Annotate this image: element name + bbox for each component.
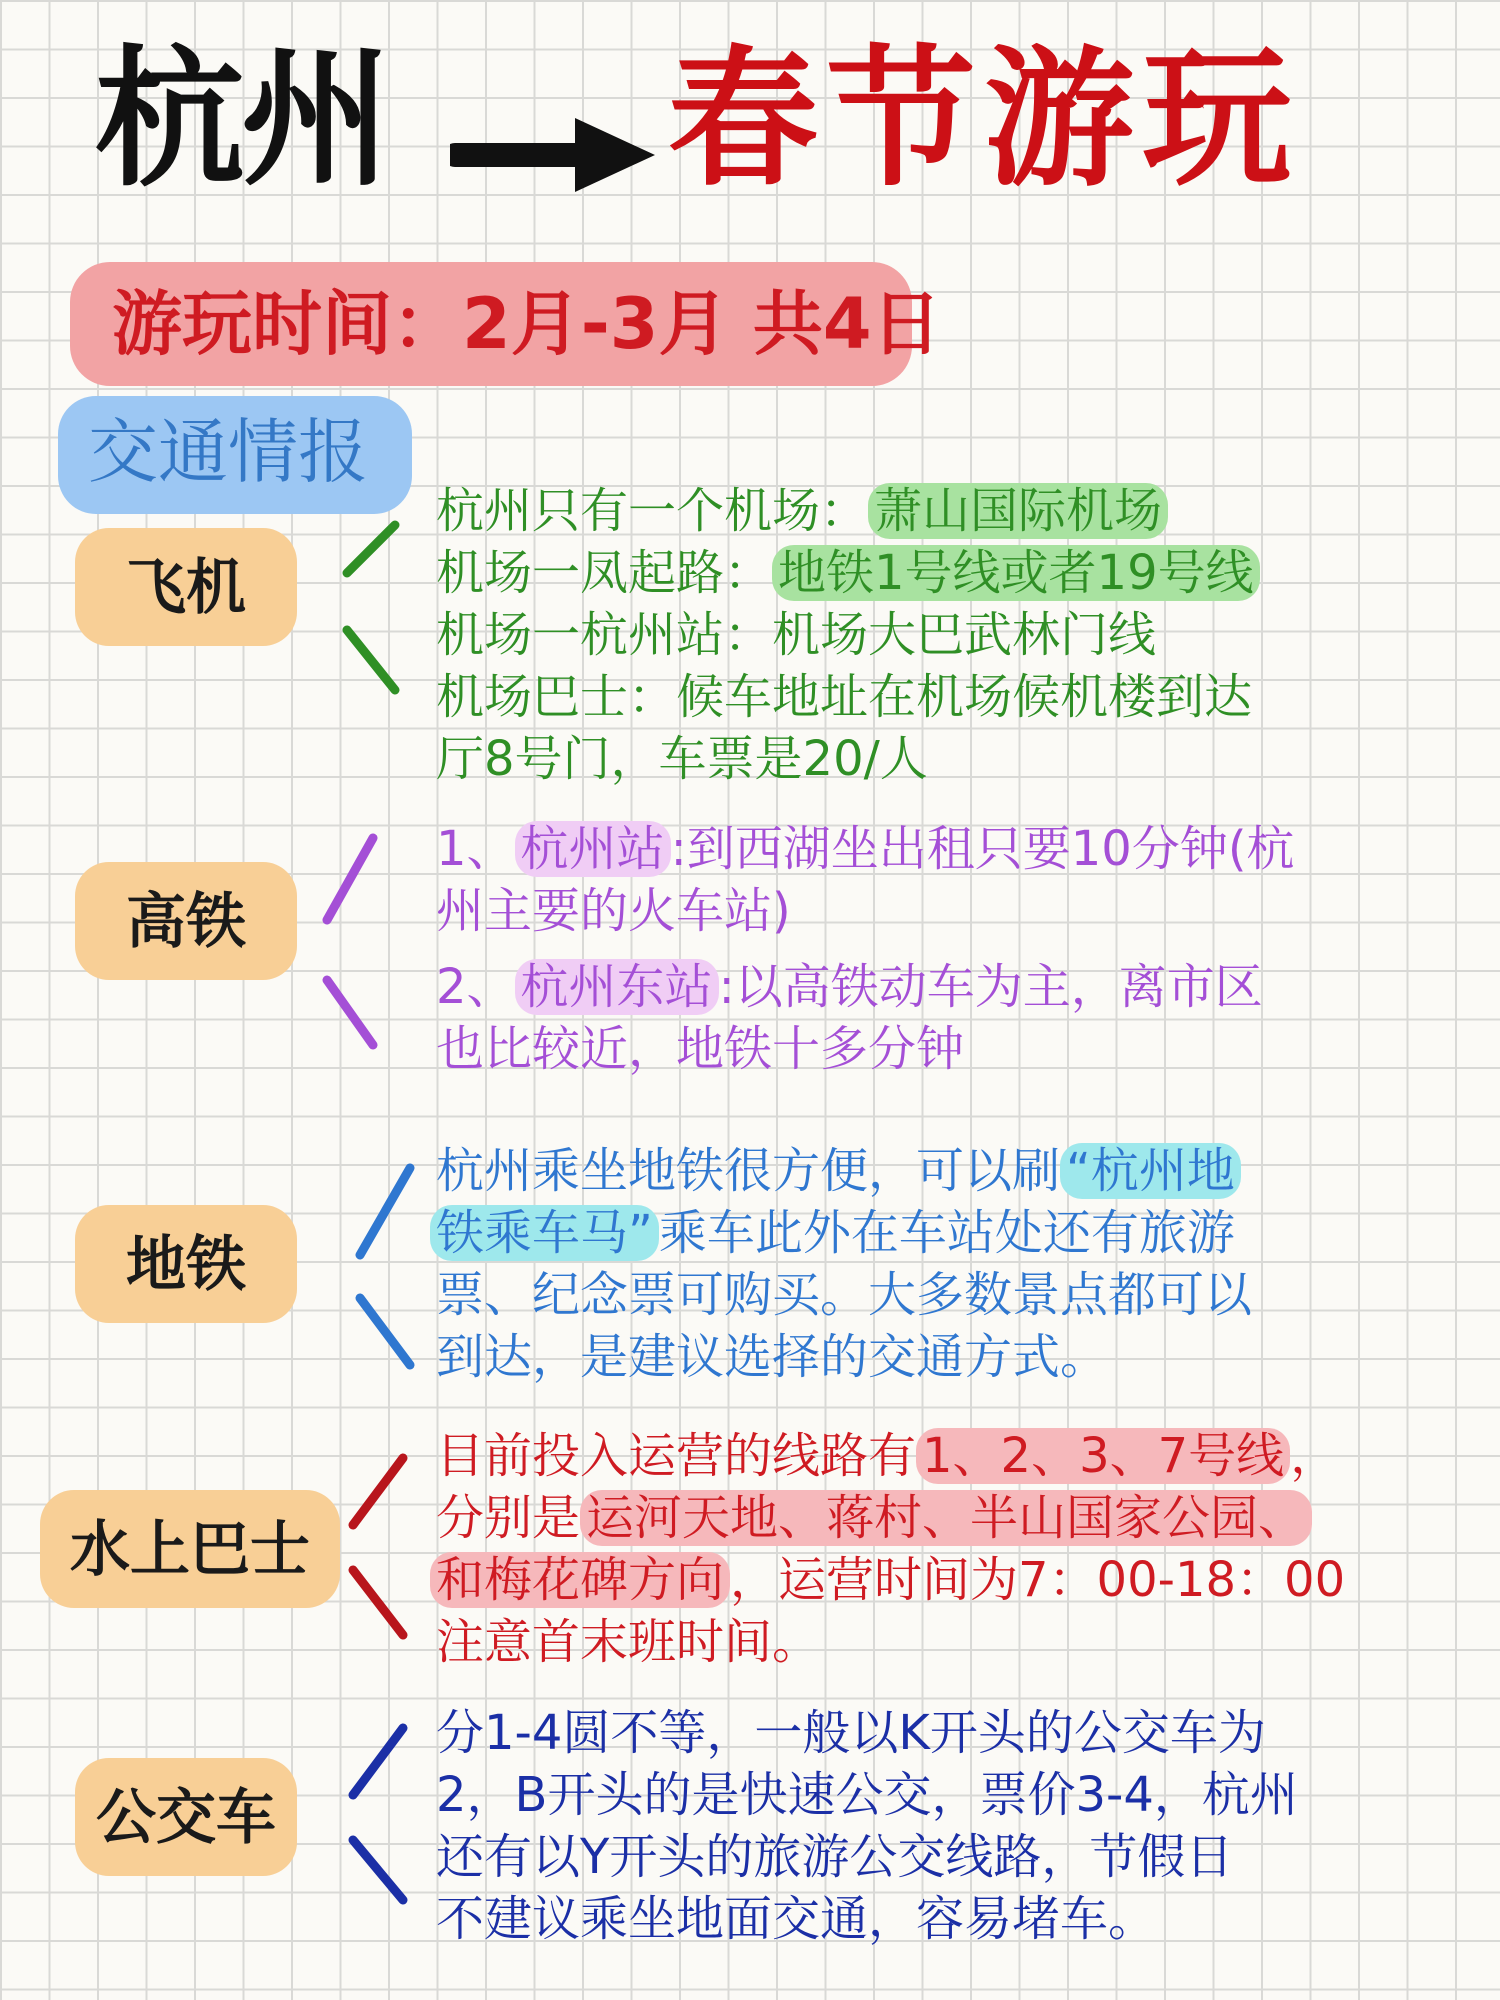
right-arrow-icon — [450, 110, 670, 200]
plane-highlight-metro: 地铁1号线或者19号线 — [772, 545, 1260, 601]
waterbus-info — [436, 1425, 1345, 1673]
bus-line-1: 分1-4圆不等，一般以K开头的公交车为 — [436, 1705, 1266, 1761]
plane-line-1: 杭州只有一个机场： — [436, 483, 869, 539]
rail-highlight-hangzhou-station: 杭州站 — [515, 821, 671, 877]
rail-item-2-number: 2、 — [436, 959, 515, 1015]
branch-lines-rail — [315, 820, 385, 1060]
metro-highlight-card-1: “杭州地 — [1060, 1143, 1241, 1199]
label-rail-text: 高铁 — [126, 887, 246, 957]
plane-highlight-airport: 萧山国际机场 — [868, 483, 1168, 539]
title-hangzhou: 杭州 — [95, 33, 388, 207]
plane-line-2: 机场一凤起路： — [436, 545, 773, 601]
metro-info — [436, 1140, 1252, 1388]
branch-lines-plane — [335, 505, 405, 715]
rail-item-2-text: :以高铁动车为主，离市区 — [718, 959, 1263, 1015]
bus-line-3: 还有以Y开头的旅游公交线路，节假日 — [436, 1829, 1234, 1885]
plane-info — [436, 480, 1260, 790]
waterbus-line-4: 注意首末班时间。 — [436, 1614, 821, 1670]
rail-highlight-east-station: 杭州东站 — [515, 959, 719, 1015]
branch-lines-bus — [338, 1710, 418, 1930]
waterbus-highlight-direction: 和梅花碑方向 — [430, 1552, 730, 1608]
waterbus-line-1-end: ， — [1290, 1428, 1339, 1484]
bus-line-4: 不建议乘坐地面交通，容易堵车。 — [436, 1891, 1157, 1947]
bus-line-2: 2，B开头的是快速公交，票价3-4，杭州 — [436, 1767, 1298, 1823]
waterbus-line-2: 分别是 — [436, 1490, 581, 1546]
waterbus-highlight-stops: 运河天地、蒋村、半山国家公园、 — [580, 1490, 1312, 1546]
waterbus-line-3: ，运营时间为7：00-18：00 — [730, 1552, 1346, 1608]
label-plane-text: 飞机 — [126, 553, 246, 623]
branch-lines-metro — [345, 1150, 425, 1390]
metro-highlight-card-2: 铁乘车马” — [430, 1205, 659, 1261]
bus-info — [436, 1702, 1298, 1950]
plane-line-5: 厅8号门，车票是20/人 — [436, 731, 928, 787]
branch-lines-waterbus — [338, 1440, 418, 1660]
label-metro-text: 地铁 — [126, 1230, 246, 1300]
time-banner-text: 游玩时间：2月-3月 共4日 — [112, 283, 942, 365]
metro-line-2: 乘车此外在车站处还有旅游 — [658, 1205, 1235, 1261]
rail-item-1-line-2: 州主要的火车站) — [436, 883, 791, 939]
rail-item-1-text: :到西湖坐出租只要10分钟(杭 — [670, 821, 1295, 877]
rail-info — [436, 818, 1295, 1080]
waterbus-highlight-lines: 1、2、3、7号线 — [916, 1428, 1290, 1484]
plane-line-3: 机场一杭州站：机场大巴武林门线 — [436, 607, 1157, 663]
metro-line-4: 到达，是建议选择的交通方式。 — [436, 1329, 1109, 1385]
label-waterbus-text: 水上巴士 — [70, 1515, 310, 1585]
title-spring-festival: 春节游玩 — [668, 33, 1301, 207]
waterbus-line-1: 目前投入运营的线路有 — [436, 1428, 917, 1484]
plane-line-4: 机场巴士：候车地址在机场候机楼到达 — [436, 669, 1253, 725]
rail-item-1-number: 1、 — [436, 821, 515, 877]
metro-line-3: 票、纪念票可购买。大多数景点都可以 — [436, 1267, 1253, 1323]
metro-line-1: 杭州乘坐地铁很方便，可以刷 — [436, 1143, 1061, 1199]
rail-item-2-line-2: 也比较近，地铁十多分钟 — [436, 1021, 965, 1077]
transport-header-text: 交通情报 — [88, 411, 368, 493]
label-bus-text: 公交车 — [96, 1783, 276, 1853]
